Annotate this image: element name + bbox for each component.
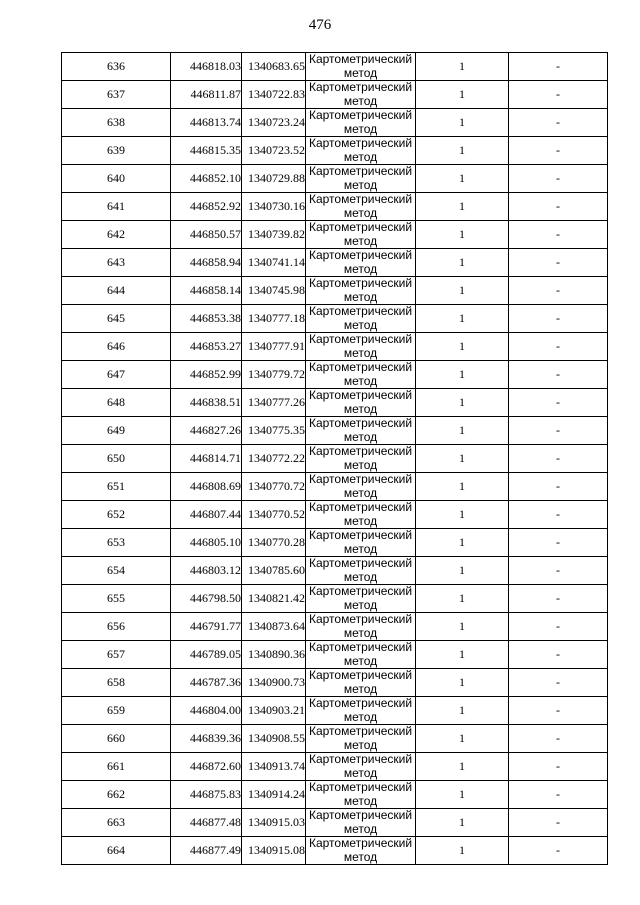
method-label-line2: метод xyxy=(343,234,378,248)
x-coordinate-cell: 446858.94 xyxy=(171,249,242,277)
point-number-cell: 656 xyxy=(62,613,171,641)
method-label-line2: метод xyxy=(343,122,378,136)
accuracy-cell: 1 xyxy=(416,837,509,865)
method-cell xyxy=(306,641,416,669)
method-label-line1: Картометрический xyxy=(308,640,413,654)
point-number-cell: 651 xyxy=(62,473,171,501)
table-row xyxy=(62,501,608,529)
y-coordinate-cell: 1340913.74 xyxy=(242,753,306,781)
method-label-line2: метод xyxy=(343,822,378,836)
method-label-line2: метод xyxy=(343,514,378,528)
method-label-line2: метод xyxy=(343,654,378,668)
method-label-line2: метод xyxy=(343,486,378,500)
method-label-line1: Картометрический xyxy=(308,500,413,514)
y-coordinate-cell: 1340777.26 xyxy=(242,389,306,417)
method-cell xyxy=(306,193,416,221)
x-coordinate-cell: 446877.49 xyxy=(171,837,242,865)
y-coordinate-cell: 1340723.52 xyxy=(242,137,306,165)
method-label-line1: Картометрический xyxy=(308,136,413,150)
x-coordinate-cell: 446827.26 xyxy=(171,417,242,445)
x-coordinate-cell: 446852.92 xyxy=(171,193,242,221)
method-label-line2: метод xyxy=(343,598,378,612)
method-label-line2: метод xyxy=(343,94,378,108)
method-cell xyxy=(306,753,416,781)
point-number-cell: 653 xyxy=(62,529,171,557)
accuracy-cell: 1 xyxy=(416,725,509,753)
method-label-line1: Картометрический xyxy=(308,52,413,66)
method-label-line1: Картометрический xyxy=(308,360,413,374)
coordinates-table xyxy=(61,52,608,865)
y-coordinate-cell: 1340741.14 xyxy=(242,249,306,277)
x-coordinate-cell: 446818.03 xyxy=(171,53,242,81)
point-number-cell: 661 xyxy=(62,753,171,781)
method-label-line1: Картометрический xyxy=(308,220,413,234)
table-row xyxy=(62,417,608,445)
method-cell xyxy=(306,277,416,305)
note-cell: - xyxy=(509,585,608,613)
table-row xyxy=(62,53,608,81)
point-number-cell: 645 xyxy=(62,305,171,333)
method-label-line1: Картометрический xyxy=(308,780,413,794)
x-coordinate-cell: 446850.57 xyxy=(171,221,242,249)
method-label-line2: метод xyxy=(343,738,378,752)
method-label-line1: Картометрический xyxy=(308,472,413,486)
table-row xyxy=(62,669,608,697)
x-coordinate-cell: 446877.48 xyxy=(171,809,242,837)
y-coordinate-cell: 1340739.82 xyxy=(242,221,306,249)
method-label-line1: Картометрический xyxy=(308,304,413,318)
method-label-line1: Картометрический xyxy=(308,696,413,710)
point-number-cell: 647 xyxy=(62,361,171,389)
table-row xyxy=(62,557,608,585)
point-number-cell: 660 xyxy=(62,725,171,753)
method-cell xyxy=(306,137,416,165)
method-label-line1: Картометрический xyxy=(308,752,413,766)
table-row xyxy=(62,81,608,109)
method-label-line2: метод xyxy=(343,178,378,192)
accuracy-cell: 1 xyxy=(416,109,509,137)
table-row xyxy=(62,697,608,725)
method-label-line2: метод xyxy=(343,346,378,360)
accuracy-cell: 1 xyxy=(416,473,509,501)
method-cell xyxy=(306,81,416,109)
y-coordinate-cell: 1340779.72 xyxy=(242,361,306,389)
method-cell xyxy=(306,809,416,837)
note-cell: - xyxy=(509,529,608,557)
point-number-cell: 636 xyxy=(62,53,171,81)
point-number-cell: 659 xyxy=(62,697,171,725)
accuracy-cell: 1 xyxy=(416,697,509,725)
x-coordinate-cell: 446853.27 xyxy=(171,333,242,361)
method-cell xyxy=(306,389,416,417)
y-coordinate-cell: 1340770.72 xyxy=(242,473,306,501)
table-row xyxy=(62,305,608,333)
table-row xyxy=(62,333,608,361)
method-label-line1: Картометрический xyxy=(308,276,413,290)
point-number-cell: 649 xyxy=(62,417,171,445)
point-number-cell: 662 xyxy=(62,781,171,809)
method-cell xyxy=(306,669,416,697)
method-cell xyxy=(306,725,416,753)
method-cell xyxy=(306,249,416,277)
method-cell xyxy=(306,361,416,389)
accuracy-cell: 1 xyxy=(416,193,509,221)
table-row xyxy=(62,193,608,221)
y-coordinate-cell: 1340777.18 xyxy=(242,305,306,333)
point-number-cell: 654 xyxy=(62,557,171,585)
note-cell: - xyxy=(509,557,608,585)
note-cell: - xyxy=(509,669,608,697)
note-cell: - xyxy=(509,221,608,249)
method-cell xyxy=(306,557,416,585)
method-cell xyxy=(306,221,416,249)
method-label-line1: Картометрический xyxy=(308,444,413,458)
note-cell: - xyxy=(509,809,608,837)
y-coordinate-cell: 1340770.52 xyxy=(242,501,306,529)
y-coordinate-cell: 1340770.28 xyxy=(242,529,306,557)
accuracy-cell: 1 xyxy=(416,641,509,669)
method-label-line1: Картометрический xyxy=(308,724,413,738)
table-row xyxy=(62,249,608,277)
y-coordinate-cell: 1340729.88 xyxy=(242,165,306,193)
x-coordinate-cell: 446853.38 xyxy=(171,305,242,333)
point-number-cell: 637 xyxy=(62,81,171,109)
x-coordinate-cell: 446815.35 xyxy=(171,137,242,165)
method-cell xyxy=(306,585,416,613)
table-row xyxy=(62,473,608,501)
method-label-line1: Картометрический xyxy=(308,388,413,402)
point-number-cell: 650 xyxy=(62,445,171,473)
page-number: 476 xyxy=(308,17,332,33)
x-coordinate-cell: 446875.83 xyxy=(171,781,242,809)
note-cell: - xyxy=(509,641,608,669)
x-coordinate-cell: 446803.12 xyxy=(171,557,242,585)
accuracy-cell: 1 xyxy=(416,669,509,697)
method-label-line1: Картометрический xyxy=(308,164,413,178)
table-row xyxy=(62,585,608,613)
note-cell: - xyxy=(509,305,608,333)
table-row xyxy=(62,529,608,557)
accuracy-cell: 1 xyxy=(416,445,509,473)
method-label-line2: метод xyxy=(343,206,378,220)
method-label-line2: метод xyxy=(343,626,378,640)
point-number-cell: 639 xyxy=(62,137,171,165)
note-cell: - xyxy=(509,445,608,473)
note-cell: - xyxy=(509,781,608,809)
table-row xyxy=(62,725,608,753)
method-label-line1: Картометрический xyxy=(308,584,413,598)
method-label-line2: метод xyxy=(343,570,378,584)
method-label-line2: метод xyxy=(343,150,378,164)
table-row xyxy=(62,781,608,809)
accuracy-cell: 1 xyxy=(416,529,509,557)
accuracy-cell: 1 xyxy=(416,81,509,109)
note-cell: - xyxy=(509,613,608,641)
method-cell xyxy=(306,697,416,725)
accuracy-cell: 1 xyxy=(416,753,509,781)
point-number-cell: 648 xyxy=(62,389,171,417)
method-cell xyxy=(306,53,416,81)
accuracy-cell: 1 xyxy=(416,557,509,585)
table-row xyxy=(62,445,608,473)
method-label-line2: метод xyxy=(343,682,378,696)
note-cell: - xyxy=(509,361,608,389)
method-label-line2: метод xyxy=(343,794,378,808)
point-number-cell: 641 xyxy=(62,193,171,221)
accuracy-cell: 1 xyxy=(416,221,509,249)
x-coordinate-cell: 446852.99 xyxy=(171,361,242,389)
accuracy-cell: 1 xyxy=(416,585,509,613)
x-coordinate-cell: 446839.36 xyxy=(171,725,242,753)
method-label-line2: метод xyxy=(343,458,378,472)
y-coordinate-cell: 1340903.21 xyxy=(242,697,306,725)
table-row xyxy=(62,389,608,417)
table-row xyxy=(62,277,608,305)
y-coordinate-cell: 1340777.91 xyxy=(242,333,306,361)
accuracy-cell: 1 xyxy=(416,277,509,305)
method-cell xyxy=(306,837,416,865)
accuracy-cell: 1 xyxy=(416,389,509,417)
x-coordinate-cell: 446852.10 xyxy=(171,165,242,193)
table-row xyxy=(62,641,608,669)
point-number-cell: 664 xyxy=(62,837,171,865)
y-coordinate-cell: 1340745.98 xyxy=(242,277,306,305)
method-label-line1: Картометрический xyxy=(308,528,413,542)
method-label-line1: Картометрический xyxy=(308,612,413,626)
x-coordinate-cell: 446804.00 xyxy=(171,697,242,725)
accuracy-cell: 1 xyxy=(416,165,509,193)
note-cell: - xyxy=(509,389,608,417)
table-row xyxy=(62,109,608,137)
y-coordinate-cell: 1340915.08 xyxy=(242,837,306,865)
table-row xyxy=(62,165,608,193)
method-label-line2: метод xyxy=(343,710,378,724)
method-label-line1: Картометрический xyxy=(308,192,413,206)
method-label-line2: метод xyxy=(343,402,378,416)
note-cell: - xyxy=(509,473,608,501)
method-cell xyxy=(306,445,416,473)
y-coordinate-cell: 1340775.35 xyxy=(242,417,306,445)
x-coordinate-cell: 446798.50 xyxy=(171,585,242,613)
point-number-cell: 657 xyxy=(62,641,171,669)
note-cell: - xyxy=(509,109,608,137)
method-label-line1: Картометрический xyxy=(308,808,413,822)
method-label-line2: метод xyxy=(343,430,378,444)
point-number-cell: 644 xyxy=(62,277,171,305)
note-cell: - xyxy=(509,501,608,529)
accuracy-cell: 1 xyxy=(416,417,509,445)
y-coordinate-cell: 1340722.83 xyxy=(242,81,306,109)
point-number-cell: 652 xyxy=(62,501,171,529)
note-cell: - xyxy=(509,277,608,305)
point-number-cell: 655 xyxy=(62,585,171,613)
method-label-line1: Картометрический xyxy=(308,332,413,346)
y-coordinate-cell: 1340915.03 xyxy=(242,809,306,837)
accuracy-cell: 1 xyxy=(416,53,509,81)
note-cell: - xyxy=(509,137,608,165)
point-number-cell: 658 xyxy=(62,669,171,697)
point-number-cell: 646 xyxy=(62,333,171,361)
y-coordinate-cell: 1340890.36 xyxy=(242,641,306,669)
method-label-line2: метод xyxy=(343,262,378,276)
method-label-line2: метод xyxy=(343,318,378,332)
x-coordinate-cell: 446858.14 xyxy=(171,277,242,305)
point-number-cell: 642 xyxy=(62,221,171,249)
table-row xyxy=(62,361,608,389)
method-label-line1: Картометрический xyxy=(308,668,413,682)
x-coordinate-cell: 446813.74 xyxy=(171,109,242,137)
method-label-line2: метод xyxy=(343,374,378,388)
y-coordinate-cell: 1340683.65 xyxy=(242,53,306,81)
table-row xyxy=(62,809,608,837)
note-cell: - xyxy=(509,333,608,361)
accuracy-cell: 1 xyxy=(416,781,509,809)
table-row xyxy=(62,221,608,249)
x-coordinate-cell: 446787.36 xyxy=(171,669,242,697)
x-coordinate-cell: 446838.51 xyxy=(171,389,242,417)
table-row xyxy=(62,753,608,781)
note-cell: - xyxy=(509,697,608,725)
method-cell xyxy=(306,417,416,445)
method-cell xyxy=(306,473,416,501)
table-row xyxy=(62,837,608,865)
accuracy-cell: 1 xyxy=(416,305,509,333)
x-coordinate-cell: 446811.87 xyxy=(171,81,242,109)
note-cell: - xyxy=(509,165,608,193)
point-number-cell: 638 xyxy=(62,109,171,137)
x-coordinate-cell: 446807.44 xyxy=(171,501,242,529)
accuracy-cell: 1 xyxy=(416,137,509,165)
method-cell xyxy=(306,305,416,333)
point-number-cell: 663 xyxy=(62,809,171,837)
accuracy-cell: 1 xyxy=(416,809,509,837)
accuracy-cell: 1 xyxy=(416,249,509,277)
method-cell xyxy=(306,165,416,193)
method-cell xyxy=(306,613,416,641)
method-cell xyxy=(306,501,416,529)
method-label-line2: метод xyxy=(343,542,378,556)
x-coordinate-cell: 446872.60 xyxy=(171,753,242,781)
method-label-line2: метод xyxy=(343,850,378,864)
note-cell: - xyxy=(509,837,608,865)
y-coordinate-cell: 1340723.24 xyxy=(242,109,306,137)
y-coordinate-cell: 1340785.60 xyxy=(242,557,306,585)
x-coordinate-cell: 446814.71 xyxy=(171,445,242,473)
method-label-line1: Картометрический xyxy=(308,248,413,262)
note-cell: - xyxy=(509,417,608,445)
point-number-cell: 640 xyxy=(62,165,171,193)
x-coordinate-cell: 446791.77 xyxy=(171,613,242,641)
method-label-line1: Картометрический xyxy=(308,108,413,122)
method-label-line1: Картометрический xyxy=(308,416,413,430)
method-label-line2: метод xyxy=(343,290,378,304)
note-cell: - xyxy=(509,725,608,753)
accuracy-cell: 1 xyxy=(416,613,509,641)
note-cell: - xyxy=(509,81,608,109)
y-coordinate-cell: 1340730.16 xyxy=(242,193,306,221)
accuracy-cell: 1 xyxy=(416,333,509,361)
method-cell xyxy=(306,333,416,361)
x-coordinate-cell: 446805.10 xyxy=(171,529,242,557)
note-cell: - xyxy=(509,53,608,81)
note-cell: - xyxy=(509,193,608,221)
table-body xyxy=(62,53,608,865)
table-row xyxy=(62,613,608,641)
y-coordinate-cell: 1340908.55 xyxy=(242,725,306,753)
y-coordinate-cell: 1340772.22 xyxy=(242,445,306,473)
table-row xyxy=(62,137,608,165)
x-coordinate-cell: 446808.69 xyxy=(171,473,242,501)
y-coordinate-cell: 1340873.64 xyxy=(242,613,306,641)
method-cell xyxy=(306,529,416,557)
y-coordinate-cell: 1340821.42 xyxy=(242,585,306,613)
accuracy-cell: 1 xyxy=(416,361,509,389)
y-coordinate-cell: 1340900.73 xyxy=(242,669,306,697)
x-coordinate-cell: 446789.05 xyxy=(171,641,242,669)
method-cell xyxy=(306,109,416,137)
note-cell: - xyxy=(509,753,608,781)
accuracy-cell: 1 xyxy=(416,501,509,529)
point-number-cell: 643 xyxy=(62,249,171,277)
method-label-line2: метод xyxy=(343,66,378,80)
y-coordinate-cell: 1340914.24 xyxy=(242,781,306,809)
note-cell: - xyxy=(509,249,608,277)
method-label-line1: Картометрический xyxy=(308,836,413,850)
method-label-line2: метод xyxy=(343,766,378,780)
method-label-line1: Картометрический xyxy=(308,556,413,570)
method-cell xyxy=(306,781,416,809)
method-label-line1: Картометрический xyxy=(308,80,413,94)
